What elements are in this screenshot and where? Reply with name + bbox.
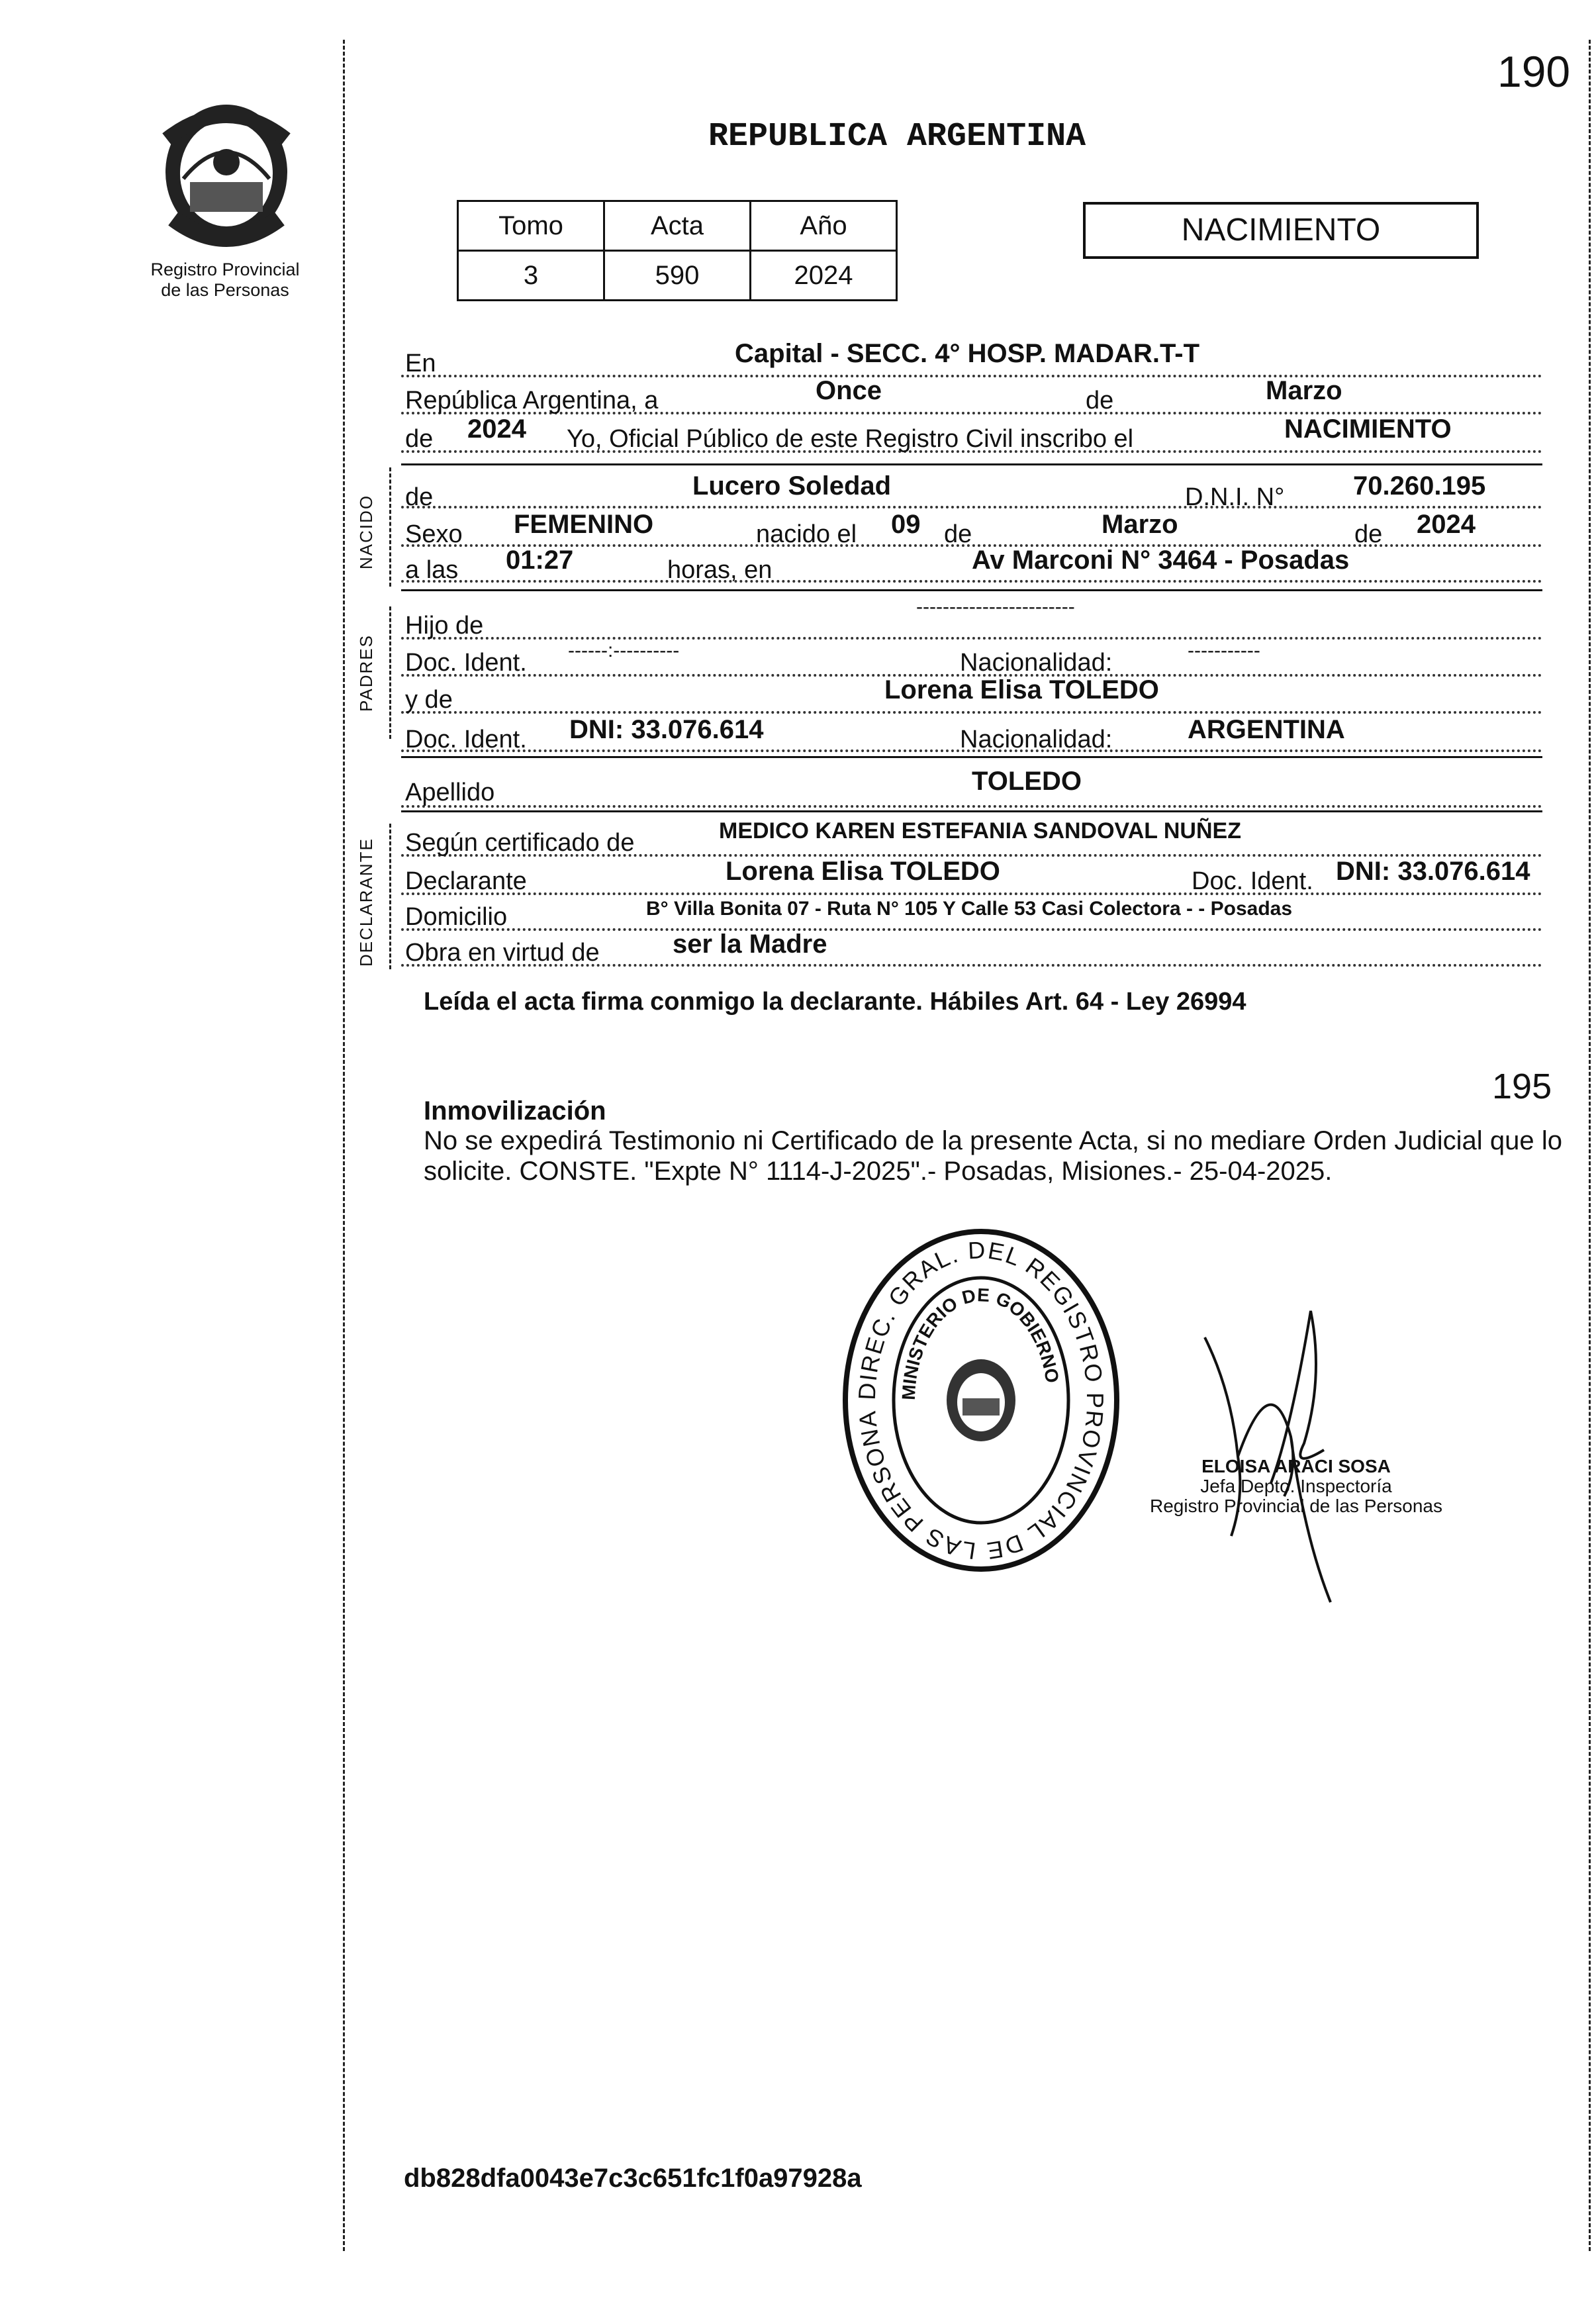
label-declarante: Declarante [405, 867, 527, 895]
side-label-padres: PADRES [356, 634, 376, 712]
signer-role: Jefa Depto. Inspectoría [1200, 1476, 1392, 1496]
value-lugar-nac: Av Marconi N° 3464 - Posadas [972, 546, 1350, 575]
table-header-tomo: Tomo [458, 201, 604, 251]
province-logo [154, 99, 299, 252]
inmovilizacion-title: Inmovilización [424, 1096, 606, 1126]
section-bar-padres [389, 606, 391, 739]
value-padre-nac: ----------- [1188, 640, 1260, 661]
value-hora: 01:27 [506, 546, 574, 575]
value-padre: ------------------------ [916, 596, 1075, 618]
page-number-mid: 195 [1492, 1067, 1552, 1106]
value-dia: Once [816, 376, 882, 405]
label-obra: Obra en virtud de [405, 939, 600, 967]
value-nac-mes: Marzo [1102, 510, 1178, 539]
label-a-las: a las [405, 556, 459, 584]
logo-caption-line2: de las Personas [161, 280, 289, 300]
document-hash: db828dfa0043e7c3c651fc1f0a97928a [404, 2164, 862, 2193]
value-madre: Lorena Elisa TOLEDO [884, 675, 1159, 704]
value-declarante-doc: DNI: 33.076.614 [1336, 857, 1530, 886]
value-nac-dia: 09 [891, 510, 921, 539]
divider-1 [401, 463, 1542, 465]
value-padre-doc: ------:---------- [568, 640, 680, 661]
side-label-nacido: NACIDO [356, 494, 376, 569]
label-nacionalidad2: Nacionalidad: [960, 726, 1113, 753]
signer-name: ELOISA ARACI SOSA [1201, 1456, 1391, 1476]
svg-text:DIREC. GRAL. DEL REGISTRO PROV: DIREC. GRAL. DEL REGISTRO PROVINCIAL DE LAS PERSONA [853, 1236, 1109, 1565]
section-bar-declarante [389, 824, 391, 969]
label-doc-ident2: Doc. Ident. [405, 726, 527, 753]
right-edge-line [1589, 40, 1591, 2251]
inmovilizacion-text: No se expedirá Testimonio ni Certificado de la presente Acta, si no mediare Orden Judicial que lo solicite. CONSTE. "Expte N° 1114-J-2025".- Posadas, Misiones.- 25-04-2025. [424, 1126, 1562, 1186]
label-de-mes2: de [944, 520, 972, 548]
label-doc-ident: Doc. Ident. [405, 649, 527, 677]
value-apellido: TOLEDO [972, 767, 1082, 796]
value-madre-nac: ARGENTINA [1188, 715, 1345, 744]
divider-2 [401, 589, 1542, 591]
svg-text:MINISTERIO DE GOBIERNO: MINISTERIO DE GOBIERNO [898, 1284, 1063, 1401]
value-anio: 2024 [467, 414, 526, 444]
acta-table [457, 200, 898, 301]
value-nac-anio: 2024 [1417, 510, 1476, 539]
logo-caption-line1: Registro Provincial [150, 260, 300, 279]
value-sexo: FEMENINO [514, 510, 654, 539]
margin-line [343, 40, 345, 2251]
table-cell-tomo: 3 [458, 251, 604, 301]
official-seal [835, 1225, 1127, 1576]
label-nacido-el: nacido el [756, 520, 857, 548]
label-segun: Según certificado de [405, 829, 635, 857]
country-title: REPUBLICA ARGENTINA [708, 118, 1086, 156]
signer-org: Registro Provincial de las Personas [1150, 1496, 1442, 1516]
value-dni: 70.260.195 [1353, 471, 1486, 501]
signature-block [1137, 1457, 1455, 1516]
label-republica: República Argentina, a [405, 387, 659, 414]
label-doc-ident3: Doc. Ident. [1192, 867, 1313, 895]
label-oficial: Yo, Oficial Público de este Registro Civil inscribo el [567, 425, 1134, 453]
table-header-anio: Año [751, 201, 897, 251]
label-de-anio2: de [1354, 520, 1383, 548]
label-dni: D.N.I. N° [1185, 483, 1285, 511]
value-declarante: Lorena Elisa TOLEDO [726, 857, 1000, 886]
label-horas-en: horas, en [667, 556, 773, 584]
seal-stamp-icon [835, 1225, 1127, 1576]
value-lugar: Capital - SECC. 4° HOSP. MADAR.T-T [735, 339, 1200, 368]
label-de-anio: de [405, 425, 434, 453]
label-nacionalidad: Nacionalidad: [960, 649, 1113, 677]
table-cell-acta: 590 [604, 251, 751, 301]
value-nombre: Lucero Soledad [692, 471, 892, 501]
logo-caption [119, 260, 331, 301]
table-cell-anio: 2024 [751, 251, 897, 301]
misiones-shield-icon [154, 99, 299, 252]
divider-4 [401, 810, 1542, 812]
label-y-de: y de [405, 686, 453, 714]
label-sexo: Sexo [405, 520, 463, 548]
value-virtud: ser la Madre [673, 930, 827, 959]
label-domicilio: Domicilio [405, 903, 508, 931]
page-number-top: 190 [1497, 47, 1571, 96]
value-tipo: NACIMIENTO [1284, 414, 1452, 444]
label-hijo-de: Hijo de [405, 612, 484, 640]
acta-type-box: NACIMIENTO [1083, 202, 1479, 259]
value-mes: Marzo [1266, 376, 1342, 405]
section-bar-nacido [389, 467, 391, 587]
value-certificado: MEDICO KAREN ESTEFANIA SANDOVAL NUÑEZ [719, 818, 1241, 843]
value-domicilio: B° Villa Bonita 07 - Ruta N° 105 Y Calle 53 Casi Colectora - - Posadas [646, 898, 1293, 920]
divider-3 [401, 756, 1542, 758]
value-madre-doc: DNI: 33.076.614 [569, 715, 764, 744]
closing-text: Leída el acta firma conmigo la declarante. Hábiles Art. 64 - Ley 26994 [424, 988, 1246, 1016]
table-header-acta: Acta [604, 201, 751, 251]
label-en: En [405, 350, 436, 377]
label-de-mes: de [1086, 387, 1114, 414]
label-de-nombre: de [405, 483, 434, 511]
label-apellido: Apellido [405, 779, 495, 806]
side-label-declarante: DECLARANTE [356, 838, 376, 967]
